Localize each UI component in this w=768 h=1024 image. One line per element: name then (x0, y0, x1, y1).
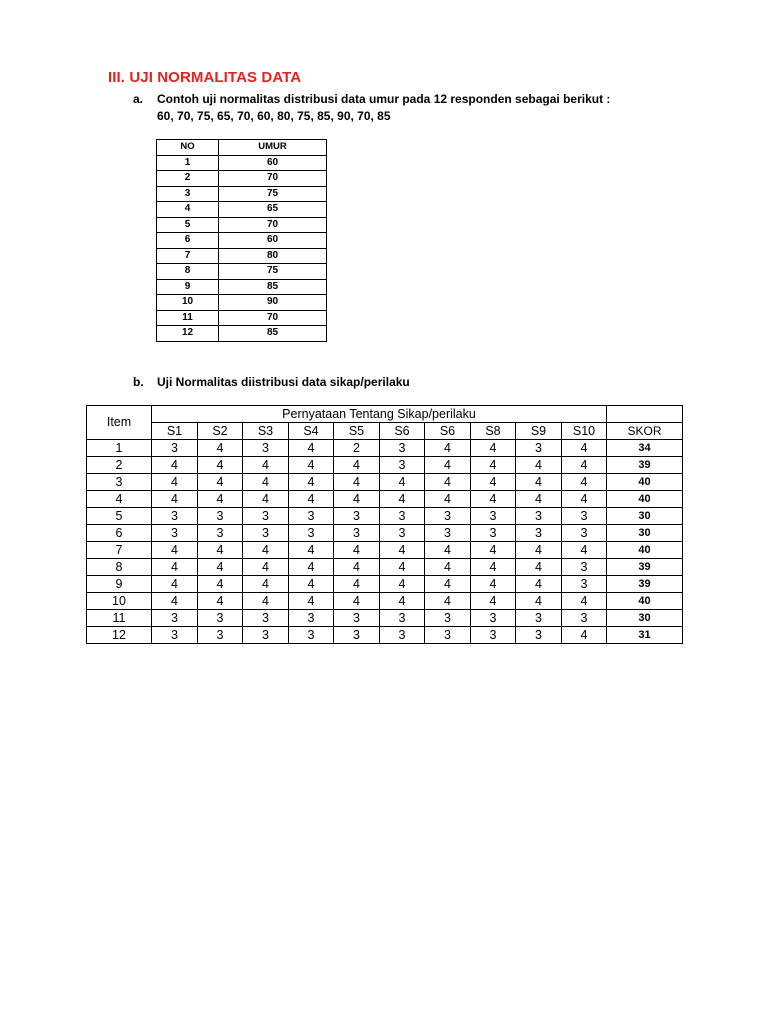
sikap-cell-value: 3 (516, 440, 562, 457)
sikap-cell-value: 4 (289, 440, 334, 457)
sikap-cell-value: 3 (334, 627, 380, 644)
sikap-cell-value: 3 (562, 559, 607, 576)
umur-cell-no: 9 (157, 279, 219, 295)
sikap-group-header-row (87, 406, 683, 423)
sikap-cell-item: 5 (87, 508, 152, 525)
sikap-cell-value: 4 (562, 491, 607, 508)
sikap-cell-value: 4 (243, 457, 289, 474)
sikap-table-row (87, 593, 683, 610)
sikap-column-header: S8 (471, 423, 516, 440)
sikap-column-header: S2 (198, 423, 243, 440)
umur-table-row (157, 264, 327, 280)
sikap-cell-skor: 39 (607, 576, 683, 593)
item-a-values: 60, 70, 75, 65, 70, 60, 80, 75, 85, 90, 70, 85 (157, 109, 391, 123)
umur-cell-umur: 65 (219, 202, 327, 218)
umur-cell-umur: 75 (219, 264, 327, 280)
sikap-cell-value: 3 (380, 525, 425, 542)
umur-table-row (157, 202, 327, 218)
umur-table-row (157, 171, 327, 187)
sikap-cell-skor: 40 (607, 491, 683, 508)
sikap-cell-value: 3 (471, 610, 516, 627)
sikap-cell-value: 3 (289, 610, 334, 627)
sikap-cell-value: 4 (516, 559, 562, 576)
sikap-table-row (87, 576, 683, 593)
sikap-cell-value: 3 (425, 525, 471, 542)
sikap-cell-value: 4 (471, 491, 516, 508)
sikap-cell-value: 3 (198, 508, 243, 525)
sikap-cell-item: 6 (87, 525, 152, 542)
sikap-cell-value: 4 (198, 457, 243, 474)
sikap-cell-value: 4 (425, 474, 471, 491)
sikap-table-row (87, 440, 683, 457)
sikap-cell-value: 4 (152, 542, 198, 559)
sikap-cell-value: 4 (425, 576, 471, 593)
sikap-cell-item: 7 (87, 542, 152, 559)
sikap-cell-value: 2 (334, 440, 380, 457)
umur-cell-no: 6 (157, 233, 219, 249)
sikap-cell-value: 4 (243, 576, 289, 593)
sikap-cell-value: 4 (562, 593, 607, 610)
sikap-cell-value: 3 (243, 610, 289, 627)
umur-cell-umur: 80 (219, 248, 327, 264)
sikap-cell-skor: 40 (607, 474, 683, 491)
sikap-cell-skor: 34 (607, 440, 683, 457)
umur-table-row (157, 155, 327, 171)
sikap-cell-value: 4 (516, 542, 562, 559)
sikap-cell-value: 4 (198, 576, 243, 593)
sikap-cell-value: 3 (471, 627, 516, 644)
sikap-cell-skor: 40 (607, 542, 683, 559)
sikap-cell-value: 4 (425, 457, 471, 474)
sikap-cell-value: 4 (562, 542, 607, 559)
sikap-cell-value: 4 (471, 474, 516, 491)
sikap-cell-value: 4 (380, 474, 425, 491)
umur-header-umur: UMUR (219, 140, 327, 156)
sikap-cell-item: 11 (87, 610, 152, 627)
sikap-cell-value: 4 (152, 576, 198, 593)
umur-cell-umur: 85 (219, 279, 327, 295)
sikap-cell-value: 3 (289, 525, 334, 542)
sikap-cell-skor: 39 (607, 457, 683, 474)
sikap-cell-value: 4 (334, 542, 380, 559)
umur-table-row (157, 279, 327, 295)
sikap-cell-value: 4 (380, 542, 425, 559)
sikap-cell-value: 4 (243, 559, 289, 576)
umur-table-row (157, 186, 327, 202)
sikap-cell-value: 3 (289, 627, 334, 644)
sikap-table-row (87, 457, 683, 474)
umur-cell-umur: 90 (219, 295, 327, 311)
sikap-cell-value: 3 (152, 508, 198, 525)
umur-cell-no: 4 (157, 202, 219, 218)
sikap-cell-value: 3 (425, 610, 471, 627)
sikap-cell-value: 3 (425, 508, 471, 525)
sikap-cell-value: 3 (516, 627, 562, 644)
sikap-column-header: S6 (425, 423, 471, 440)
sikap-cell-value: 3 (152, 440, 198, 457)
sikap-cell-value: 4 (471, 440, 516, 457)
sikap-cell-value: 4 (198, 440, 243, 457)
sikap-column-header: S1 (152, 423, 198, 440)
sikap-cell-value: 3 (380, 457, 425, 474)
umur-table-row (157, 295, 327, 311)
item-a-marker: a. (133, 92, 144, 106)
sikap-cell-value: 4 (425, 593, 471, 610)
sikap-table-row (87, 559, 683, 576)
umur-cell-umur: 75 (219, 186, 327, 202)
umur-table-row (157, 217, 327, 233)
sikap-cell-value: 4 (289, 457, 334, 474)
sikap-cell-value: 4 (334, 593, 380, 610)
sikap-cell-value: 3 (243, 440, 289, 457)
sikap-cell-value: 4 (289, 559, 334, 576)
sikap-column-header: S4 (289, 423, 334, 440)
sikap-cell-value: 4 (198, 491, 243, 508)
sikap-cell-skor: 31 (607, 627, 683, 644)
sikap-cell-value: 4 (152, 559, 198, 576)
sikap-table-body (87, 440, 683, 644)
sikap-cell-value: 4 (471, 576, 516, 593)
sikap-cell-item: 1 (87, 440, 152, 457)
sikap-column-header-row (87, 423, 683, 440)
sikap-cell-value: 4 (334, 491, 380, 508)
sikap-cell-value: 4 (425, 542, 471, 559)
sikap-cell-value: 4 (562, 627, 607, 644)
umur-cell-umur: 70 (219, 310, 327, 326)
sikap-table-row (87, 474, 683, 491)
sikap-cell-value: 3 (516, 508, 562, 525)
sikap-cell-value: 4 (334, 559, 380, 576)
sikap-cell-skor: 39 (607, 559, 683, 576)
sikap-cell-item: 4 (87, 491, 152, 508)
sikap-cell-value: 4 (289, 542, 334, 559)
sikap-cell-value: 3 (380, 627, 425, 644)
sikap-cell-value: 3 (152, 610, 198, 627)
sikap-cell-value: 4 (334, 474, 380, 491)
sikap-cell-value: 4 (516, 593, 562, 610)
sikap-cell-value: 4 (471, 457, 516, 474)
sikap-cell-value: 4 (334, 457, 380, 474)
sikap-cell-value: 4 (562, 440, 607, 457)
sikap-cell-value: 3 (198, 627, 243, 644)
sikap-skor-header: SKOR (607, 423, 683, 440)
umur-cell-no: 11 (157, 310, 219, 326)
sikap-cell-value: 3 (516, 610, 562, 627)
sikap-cell-item: 8 (87, 559, 152, 576)
sikap-cell-value: 4 (198, 474, 243, 491)
sikap-cell-skor: 30 (607, 610, 683, 627)
sikap-cell-value: 4 (380, 593, 425, 610)
sikap-cell-value: 4 (516, 491, 562, 508)
sikap-cell-value: 3 (334, 525, 380, 542)
sikap-table-row (87, 508, 683, 525)
sikap-cell-value: 3 (471, 508, 516, 525)
umur-table-row (157, 233, 327, 249)
sikap-table-row (87, 610, 683, 627)
sikap-cell-value: 4 (152, 457, 198, 474)
sikap-cell-value: 3 (243, 508, 289, 525)
sikap-cell-value: 4 (425, 559, 471, 576)
umur-cell-umur: 60 (219, 233, 327, 249)
sikap-cell-value: 4 (425, 440, 471, 457)
sikap-column-header: S3 (243, 423, 289, 440)
sikap-table (86, 405, 683, 644)
umur-cell-umur: 85 (219, 326, 327, 342)
sikap-table-row (87, 627, 683, 644)
sikap-cell-value: 4 (334, 576, 380, 593)
sikap-column-header: S9 (516, 423, 562, 440)
sikap-cell-value: 3 (198, 525, 243, 542)
item-a-text: Contoh uji normalitas distribusi data umur pada 12 responden sebagai berikut : (157, 92, 611, 106)
sikap-cell-value: 4 (152, 491, 198, 508)
sikap-cell-value: 4 (380, 559, 425, 576)
sikap-cell-value: 4 (198, 542, 243, 559)
sikap-cell-value: 3 (562, 576, 607, 593)
sikap-cell-item: 9 (87, 576, 152, 593)
umur-cell-no: 1 (157, 155, 219, 171)
umur-cell-umur: 70 (219, 217, 327, 233)
sikap-cell-value: 3 (380, 508, 425, 525)
sikap-cell-value: 4 (152, 474, 198, 491)
umur-table-row (157, 248, 327, 264)
sikap-skor-header-top (607, 406, 683, 423)
sikap-cell-value: 4 (289, 593, 334, 610)
sikap-cell-value: 3 (425, 627, 471, 644)
sikap-cell-value: 4 (289, 474, 334, 491)
sikap-cell-value: 4 (243, 491, 289, 508)
sikap-cell-item: 3 (87, 474, 152, 491)
sikap-cell-value: 4 (198, 559, 243, 576)
sikap-cell-value: 4 (471, 593, 516, 610)
sikap-column-header: S6 (380, 423, 425, 440)
sikap-cell-value: 4 (243, 474, 289, 491)
sikap-cell-value: 3 (334, 610, 380, 627)
sikap-cell-value: 4 (425, 491, 471, 508)
sikap-column-header: S10 (562, 423, 607, 440)
sikap-item-header: Item (87, 406, 152, 440)
sikap-cell-skor: 30 (607, 508, 683, 525)
sikap-cell-item: 2 (87, 457, 152, 474)
sikap-cell-value: 3 (516, 525, 562, 542)
sikap-cell-value: 4 (516, 457, 562, 474)
sikap-cell-skor: 40 (607, 593, 683, 610)
sikap-cell-item: 10 (87, 593, 152, 610)
umur-cell-no: 10 (157, 295, 219, 311)
umur-table-row (157, 310, 327, 326)
sikap-cell-value: 4 (516, 576, 562, 593)
sikap-cell-value: 4 (562, 457, 607, 474)
umur-cell-umur: 70 (219, 171, 327, 187)
sikap-cell-value: 4 (243, 593, 289, 610)
umur-cell-umur: 60 (219, 155, 327, 171)
sikap-cell-value: 4 (471, 542, 516, 559)
umur-table-row (157, 326, 327, 342)
item-b-marker: b. (133, 375, 144, 389)
sikap-table-row (87, 491, 683, 508)
sikap-table-row (87, 542, 683, 559)
sikap-cell-value: 3 (562, 610, 607, 627)
sikap-cell-item: 12 (87, 627, 152, 644)
sikap-cell-value: 4 (152, 593, 198, 610)
sikap-cell-value: 3 (152, 627, 198, 644)
sikap-cell-value: 4 (289, 491, 334, 508)
sikap-cell-value: 3 (243, 627, 289, 644)
sikap-cell-value: 3 (380, 440, 425, 457)
umur-cell-no: 3 (157, 186, 219, 202)
sikap-cell-value: 4 (562, 474, 607, 491)
item-b-text: Uji Normalitas diistribusi data sikap/perilaku (157, 375, 410, 389)
section-heading: III. UJI NORMALITAS DATA (108, 69, 302, 86)
umur-cell-no: 7 (157, 248, 219, 264)
sikap-cell-value: 4 (471, 559, 516, 576)
sikap-cell-value: 3 (289, 508, 334, 525)
sikap-cell-value: 4 (380, 491, 425, 508)
sikap-group-header: Pernyataan Tentang Sikap/perilaku (152, 406, 607, 423)
sikap-cell-value: 3 (562, 508, 607, 525)
sikap-cell-value: 3 (334, 508, 380, 525)
sikap-cell-value: 3 (198, 610, 243, 627)
umur-header-row (157, 140, 327, 156)
umur-cell-no: 2 (157, 171, 219, 187)
umur-cell-no: 5 (157, 217, 219, 233)
sikap-cell-value: 4 (380, 576, 425, 593)
sikap-cell-value: 4 (289, 576, 334, 593)
sikap-cell-value: 3 (152, 525, 198, 542)
sikap-cell-value: 4 (243, 542, 289, 559)
umur-cell-no: 12 (157, 326, 219, 342)
umur-table-body (157, 155, 327, 341)
sikap-cell-value: 3 (243, 525, 289, 542)
sikap-cell-value: 3 (471, 525, 516, 542)
umur-header-no: NO (157, 140, 219, 156)
sikap-table-row (87, 525, 683, 542)
sikap-cell-value: 4 (198, 593, 243, 610)
sikap-cell-value: 3 (380, 610, 425, 627)
umur-table (156, 139, 327, 342)
umur-cell-no: 8 (157, 264, 219, 280)
sikap-cell-value: 3 (562, 525, 607, 542)
sikap-column-header: S5 (334, 423, 380, 440)
sikap-cell-skor: 30 (607, 525, 683, 542)
sikap-cell-value: 4 (516, 474, 562, 491)
